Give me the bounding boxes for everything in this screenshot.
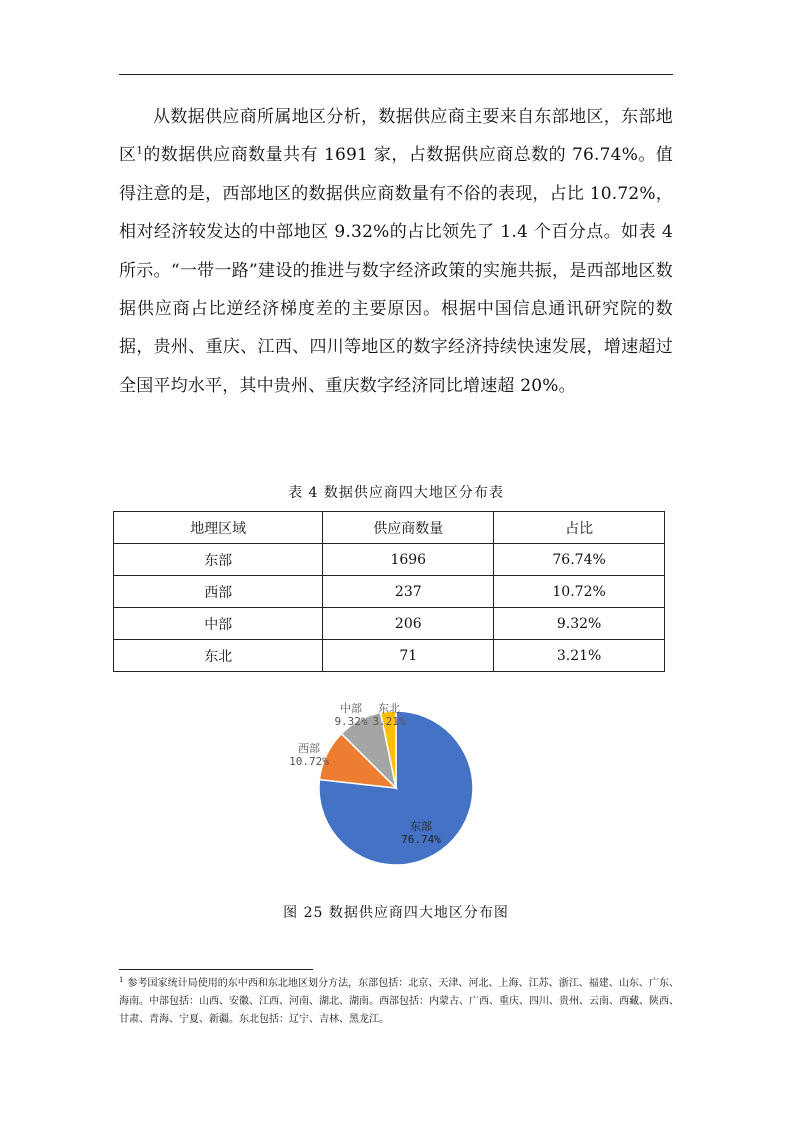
cell-count: 1696: [323, 544, 494, 576]
pie-value-label: 76.74%: [401, 833, 441, 846]
cell-count: 206: [323, 608, 494, 640]
paragraph-text-part1: 从数据供应商所属地区分析，数据供应商主要来自东部地区，东部地区: [119, 107, 673, 166]
cell-share: 9.32%: [494, 608, 665, 640]
header-region: 地理区域: [114, 512, 323, 544]
footnote-rule: [119, 969, 313, 970]
table-header-row: [114, 512, 665, 544]
region-distribution-table: [113, 511, 665, 672]
cell-region: 东北: [114, 640, 323, 672]
pie-category-label: 西部: [298, 742, 320, 755]
figure-caption: 图 25 数据供应商四大地区分布图: [283, 905, 509, 921]
cell-region: 东部: [114, 544, 323, 576]
body-paragraph: [119, 98, 673, 405]
header-count: 供应商数量: [323, 512, 494, 544]
table-row: [114, 640, 665, 672]
table-row: [114, 608, 665, 640]
header-rule: [119, 74, 673, 75]
cell-share: 10.72%: [494, 576, 665, 608]
cell-region: 西部: [114, 576, 323, 608]
pie-chart: [119, 690, 673, 885]
cell-count: 237: [323, 576, 494, 608]
paragraph-text-part2: 的数据供应商数量共有 1691 家，占数据供应商总数的 76.74%。值得注意的是，西部地区的数据供应商数量有不俗的表现，占比 10.72%，相对经济较发达的中部地区 9.32%的占比领先了 1.4 个百分点。如表 4 所示。“一带一路”建设的推进与数字经济政策的实施共振，是西部地区数据供应商占比逆经济梯度差的主要原因。根据中国信息通讯研究院的数据，贵州、重庆、江西、四川等地区的数字经济持续快速发展，增速超过全国平均水平，其中贵州、重庆数字经济同比增速超 20%。: [119, 145, 673, 396]
pie-category-label: 中部: [340, 702, 362, 715]
footnote: [119, 975, 679, 1029]
cell-count: 71: [323, 640, 494, 672]
footnote-reference[interactable]: 1: [136, 145, 144, 157]
pie-value-label: 10.72%: [289, 755, 329, 768]
pie-category-label: 东北: [378, 702, 400, 715]
footnote-number: 1: [119, 975, 124, 984]
header-share: 占比: [494, 512, 665, 544]
cell-region: 中部: [114, 608, 323, 640]
cell-share: 3.21%: [494, 640, 665, 672]
pie-category-label: 东部: [410, 820, 432, 833]
table-caption: 表 4 数据供应商四大地区分布表: [288, 485, 504, 501]
cell-share: 76.74%: [494, 544, 665, 576]
table-row: [114, 544, 665, 576]
pie-chart-container: [119, 690, 673, 885]
pie-value-label: 3.21%: [372, 715, 406, 728]
pie-value-label: 9.32%: [334, 715, 368, 728]
footnote-text: 参考国家统计局使用的东中西和东北地区划分方法，东部包括：北京、天津、河北、上海、江苏、浙江、福建、山东、广东、海南。中部包括：山西、安徽、江西、河南、湖北、湖南。西部包括：内蒙古、广西、重庆、四川、贵州、云南、西藏、陕西、甘肃、青海、宁夏、新疆。东北包括：辽宁、吉林、黑龙江。: [119, 978, 679, 1025]
table-row: [114, 576, 665, 608]
